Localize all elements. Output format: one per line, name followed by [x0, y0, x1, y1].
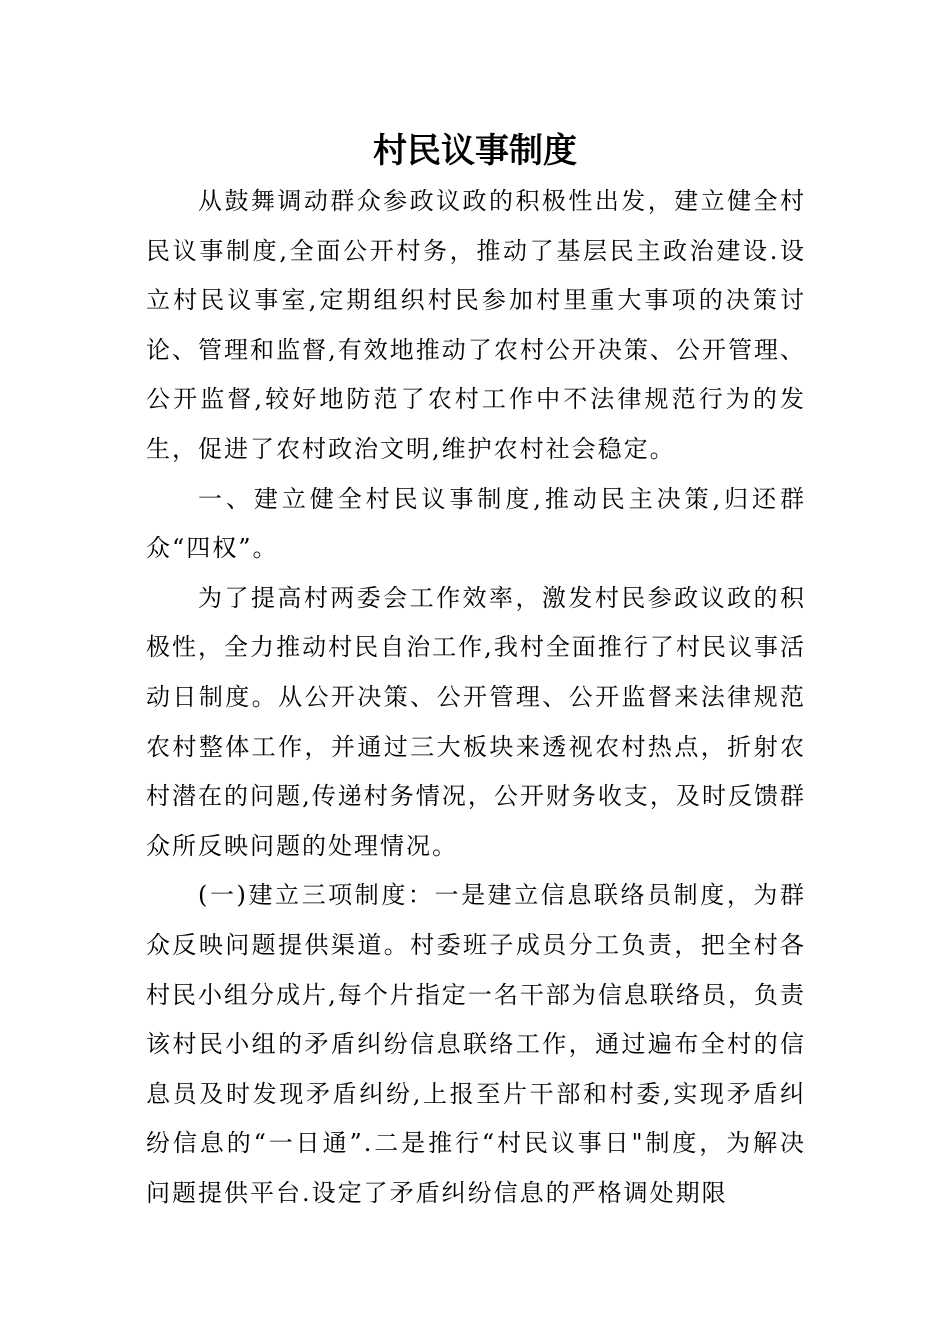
document-body	[146, 177, 806, 1218]
paragraph-section-heading: 一、建立健全村民议事制度,推动民主决策,归还群众“四权”。	[146, 484, 806, 563]
paragraph-activity-day: 为了提高村两委会工作效率，激发村民参政议政的积极性，全力推动村民自治工作,我村全面推行了村民议事活动日制度。从公开决策、公开管理、公开监督来法律规范农村整体工作，并通过三大板块来透视农村热点，折射农村潜在的问题,传递村务情况，公开财务收支，及时反馈群众所反映问题的处理情况。	[146, 583, 806, 860]
paragraph-three-systems: (一)建立三项制度：一是建立信息联络员制度，为群众反映问题提供渠道。村委班子成员分工负责，把全村各村民小组分成片,每个片指定一名干部为信息联络员，负责该村民小组的矛盾纠纷信息联络工作，通过遍布全村的信息员及时发现矛盾纠纷,上报至片干部和村委,实现矛盾纠纷信息的“一日通”.二是推行“村民议事日"制度，为解决问题提供平台.设定了矛盾纠纷信息的严格调处期限	[146, 881, 806, 1207]
paragraph-intro: 从鼓舞调动群众参政议政的积极性出发，建立健全村民议事制度,全面公开村务，推动了基层民主政治建设.设立村民议事室,定期组织村民参加村里重大事项的决策讨论、管理和监督,有效地推动了农村公开决策、公开管理、公开监督,较好地防范了农村工作中不法律规范行为的发生，促进了农村政治文明,维护农村社会稳定。	[146, 187, 806, 463]
document-title: 村民议事制度	[373, 131, 577, 171]
